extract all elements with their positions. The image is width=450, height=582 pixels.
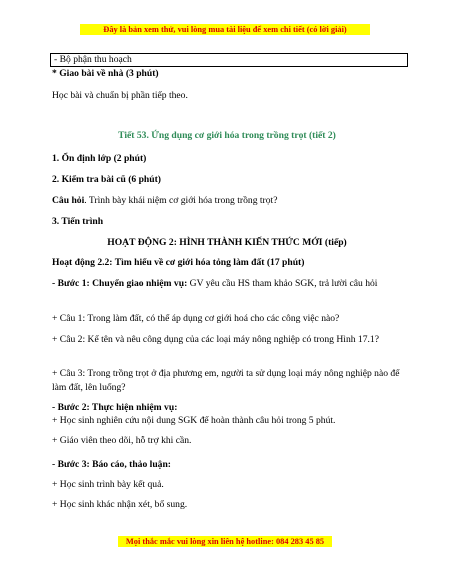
step-2-item-1: + Học sinh nghiên cứu nội dung SGK để hoàn thành câu hỏi trong 5 phút. [52, 415, 336, 426]
homework-text: Học bài và chuẩn bị phần tiếp theo. [52, 90, 188, 101]
question-3: + Câu 3: Trong trồng trọt ở địa phương em, người ta sử dụng loại máy nông nghiệp nào để làm đất, lên luống? [52, 368, 400, 393]
lesson-title: Tiết 53. Ứng dụng cơ giới hóa trong trồng trọt (tiết 2) [118, 130, 336, 141]
question [52, 195, 402, 207]
step-3-label: - Bước 3: Báo cáo, thảo luận: [52, 459, 171, 470]
activity-subheading: Hoạt động 2.2: Tìm hiểu về cơ giới hóa tỏng làm đất (17 phút) [52, 257, 305, 268]
homework-heading: * Giao bài về nhà (3 phút) [52, 68, 159, 79]
section-3: 3. Tiến trình [52, 216, 104, 227]
question-1: + Câu 1: Trong làm đất, có thể áp dụng cơ giới hoá cho các công việc nào? [52, 313, 340, 324]
step-2-label: - Bước 2: Thực hiện nhiệm vụ: [52, 402, 178, 413]
hotline-banner: Mọi thắc mắc vui lòng xin liên hệ hotline: 084 283 45 85 [118, 536, 332, 547]
section-2: 2. Kiểm tra bài cũ (6 phút) [52, 174, 161, 185]
step-1 [52, 277, 402, 291]
table-cell: - Bộ phận thu hoạch [50, 53, 408, 67]
step-3-item-2: + Học sinh khác nhận xét, bổ sung. [52, 499, 188, 510]
question-2: + Câu 2: Kể tên và nêu công dụng của các loại máy nông nghiệp có trong Hình 17.1? [52, 334, 379, 345]
activity-heading: HOẠT ĐỘNG 2: HÌNH THÀNH KIẾN THỨC MỚI (tiếp) [107, 237, 347, 248]
question-label: Câu hỏi [52, 195, 85, 206]
step-1-label: - Bước 1: Chuyển giao nhiệm vụ: [52, 278, 188, 289]
step-1-text: GV yêu cầu HS tham khảo SGK, trả lười câu hỏi [187, 278, 378, 289]
section-1: 1. Ổn định lớp (2 phút) [52, 153, 147, 164]
question-text: . Trình bày khái niệm cơ giới hóa trong trồng trọt? [84, 195, 278, 206]
step-2-item-2: + Giáo viên theo dõi, hỗ trợ khi cần. [52, 435, 192, 446]
step-3-item-1: + Học sinh trình bày kết quả. [52, 479, 164, 490]
preview-banner: Đây là bản xem thử, vui lòng mua tài liệu để xem chi tiết (có lời giải) [80, 24, 370, 35]
